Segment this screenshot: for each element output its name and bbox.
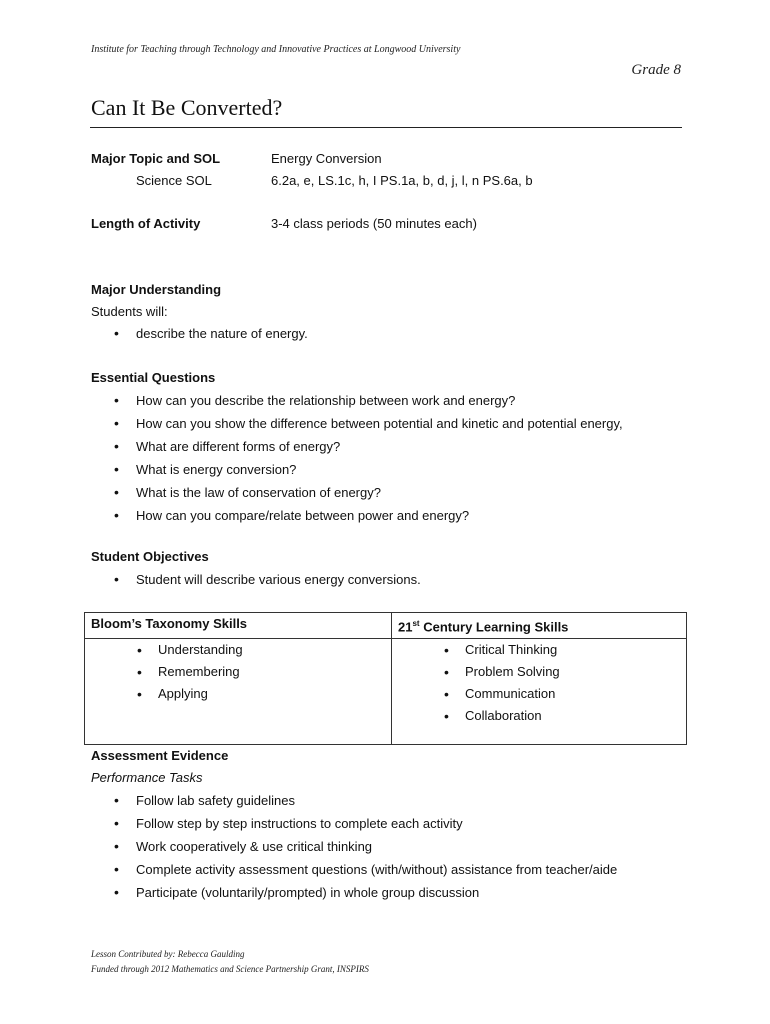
list-item: • Communication	[392, 683, 686, 705]
performance-tasks-subheading: Performance Tasks	[91, 770, 203, 785]
major-understanding-heading: Major Understanding	[91, 282, 222, 297]
list-item: • How can you show the difference between potential and kinetic and potential energy,	[91, 412, 623, 435]
list-item: • Participate (voluntarily/prompted) in whole group discussion	[91, 881, 617, 904]
footer-contributed: Lesson Contributed by: Rebecca Gaulding	[91, 949, 245, 959]
list-item: • Remembering	[85, 661, 391, 683]
century-skills-list	[392, 639, 686, 727]
science-sol-label: Science SOL	[136, 173, 212, 188]
major-topic-label: Major Topic and SOL	[91, 151, 221, 166]
essential-questions-heading: Essential Questions	[91, 370, 216, 385]
blooms-list	[85, 639, 391, 705]
list-item: • What are different forms of energy?	[91, 435, 623, 458]
major-understanding-list	[91, 322, 308, 345]
title-divider	[90, 127, 682, 128]
student-objectives-heading: Student Objectives	[91, 549, 209, 564]
blooms-header: Bloom’s Taxonomy Skills	[85, 613, 392, 639]
page-title: Can It Be Converted?	[91, 95, 283, 120]
list-item: • How can you compare/relate between power and energy?	[91, 504, 623, 527]
list-item: • Critical Thinking	[392, 639, 686, 661]
century-header-text: Century Learning Skills	[419, 619, 569, 635]
major-understanding-intro: Students will:	[91, 304, 168, 319]
length-label: Length of Activity	[91, 216, 201, 231]
institute-header: Institute for Teaching through Technology and Innovative Practices at Longwood University	[91, 44, 461, 55]
length-value: 3-4 class periods (50 minutes each)	[271, 216, 477, 231]
student-objectives-list	[91, 568, 421, 591]
list-item: • Complete activity assessment questions (with/without) assistance from teacher/aide	[91, 858, 617, 881]
list-item: • Problem Solving	[392, 661, 686, 683]
list-item: • Applying	[85, 683, 391, 705]
assessment-heading: Assessment Evidence	[91, 748, 229, 763]
footer-funded: Funded through 2012 Mathematics and Science Partnership Grant, INSPIRS	[91, 964, 369, 974]
list-item: • Understanding	[85, 639, 391, 661]
grade-label: Grade 8	[631, 62, 681, 78]
list-item: • Student will describe various energy conversions.	[91, 568, 421, 591]
list-item: • Collaboration	[392, 705, 686, 727]
major-topic-value: Energy Conversion	[271, 151, 382, 166]
performance-tasks-list	[91, 789, 617, 904]
century-skills-cell	[392, 639, 687, 745]
blooms-cell	[85, 639, 392, 745]
list-item: • Work cooperatively & use critical thinking	[91, 835, 617, 858]
list-item: • What is energy conversion?	[91, 458, 623, 481]
century-header-number: 21	[398, 619, 413, 635]
essential-questions-list	[91, 389, 623, 527]
century-header-superscript: st	[412, 619, 420, 628]
science-sol-value: 6.2a, e, LS.1c, h, I PS.1a, b, d, j, l, n PS.6a, b	[271, 173, 533, 188]
list-item: • How can you describe the relationship between work and energy?	[91, 389, 623, 412]
list-item: • Follow step by step instructions to complete each activity	[91, 812, 617, 835]
list-item: • describe the nature of energy.	[91, 322, 308, 345]
skills-table	[84, 612, 687, 745]
list-item: • What is the law of conservation of energy?	[91, 481, 623, 504]
century-skills-header	[392, 613, 687, 639]
list-item: • Follow lab safety guidelines	[91, 789, 617, 812]
